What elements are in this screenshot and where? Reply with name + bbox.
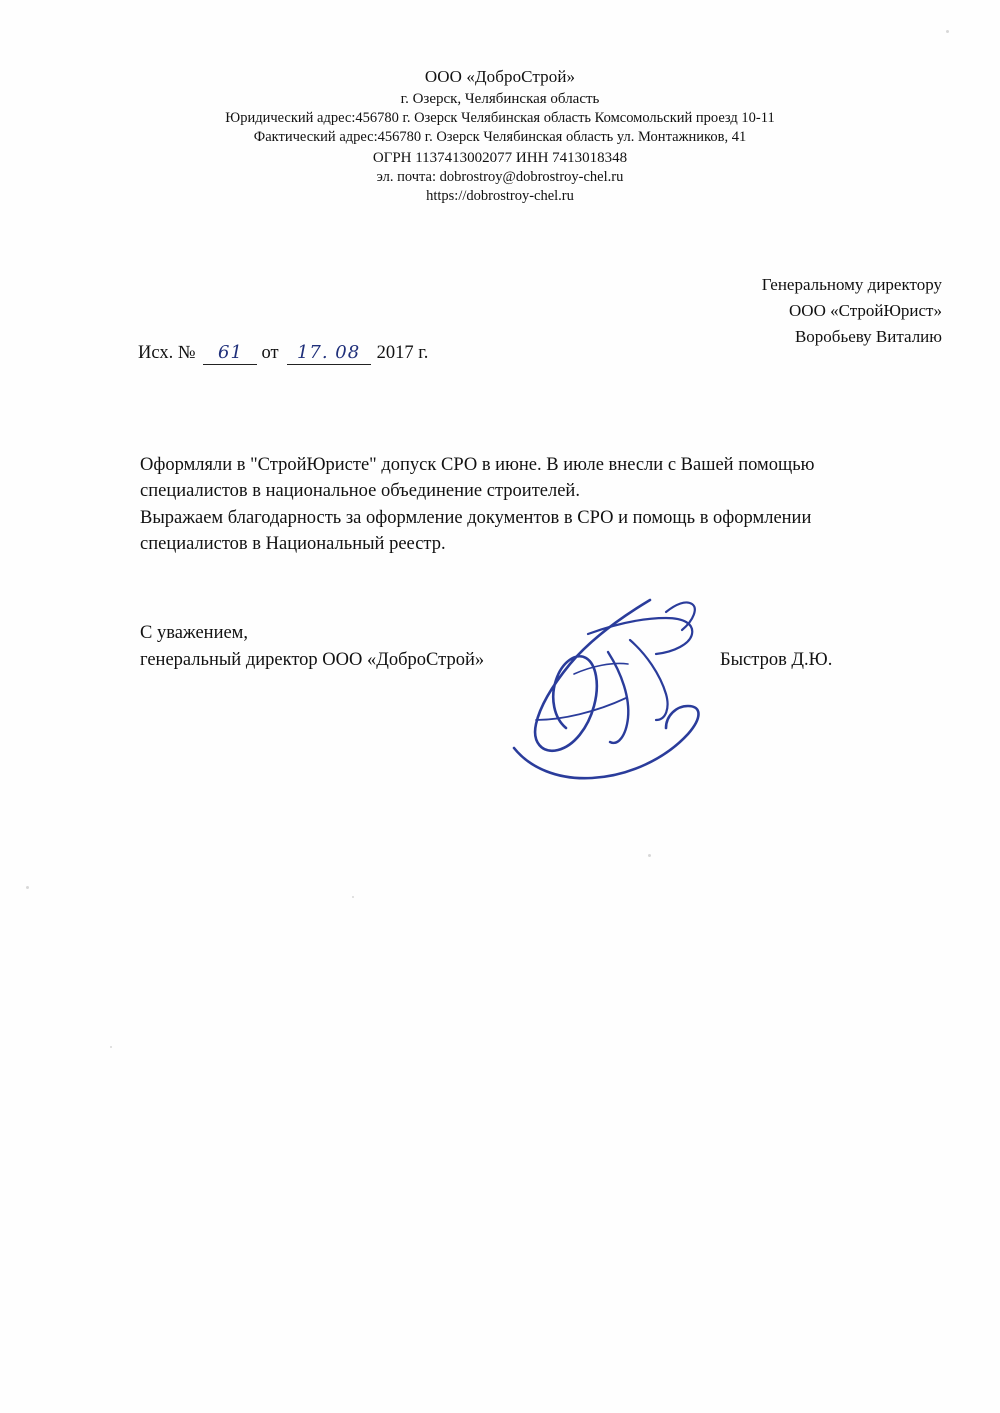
outgoing-number-value: 61	[218, 342, 243, 363]
handwritten-signature	[470, 578, 770, 808]
addressee-block	[762, 272, 942, 349]
letterhead	[0, 66, 1000, 207]
scan-speck	[110, 1046, 112, 1048]
signature-position-row	[140, 647, 870, 674]
addressee-line-3: Воробьеву Виталию	[794, 326, 942, 346]
signature-position: генеральный директор ООО «ДоброСтрой»	[140, 649, 485, 670]
outgoing-year: 2017 г.	[376, 343, 429, 363]
body-paragraph-2: Выражаем благодарность за оформление документов в СРО и помощь в оформлении специалистов в Национальный реестр.	[140, 507, 812, 554]
letterhead-website: https://dobrostroy-chel.ru	[426, 188, 574, 205]
outgoing-number-line	[138, 342, 428, 365]
letterhead-actual-address: Фактический адрес:456780 г. Озерск Челябинская область ул. Монтажников, 41	[253, 129, 747, 146]
scan-speck	[946, 30, 949, 33]
letterhead-legal-address: Юридический адрес:456780 г. Озерск Челябинская область Комсомольский проезд 10-11	[225, 109, 775, 126]
letterhead-email: эл. почта: dobrostroy@dobrostroy-chel.ru	[376, 168, 624, 185]
letterhead-city: г. Озерск, Челябинская область	[400, 90, 600, 107]
outgoing-number-field	[203, 342, 257, 365]
body-paragraph-1: Оформляли в "СтройЮристе" допуск СРО в июне. В июле внесли с Вашей помощью специалистов в национальное объединение строителей.	[140, 455, 815, 502]
outgoing-date-value: 17. 08	[296, 342, 361, 363]
addressee-line-2: ООО «СтройЮрист»	[789, 300, 942, 320]
signature-closing-row	[140, 620, 870, 647]
outgoing-number-label: Исх. №	[138, 343, 196, 363]
scan-speck	[648, 854, 651, 857]
signature-name: Быстров Д.Ю.	[720, 649, 833, 670]
addressee-line-1: Генеральному директору	[761, 275, 942, 294]
letterhead-company-name: ООО «ДоброСтрой»	[424, 67, 576, 86]
letterhead-ogrn-inn: ОГРН 1137413002077 ИНН 7413018348	[372, 149, 628, 166]
outgoing-from-label: от	[261, 343, 279, 363]
scan-speck	[352, 896, 354, 898]
signature-block	[140, 620, 870, 674]
letter-body	[140, 452, 860, 557]
outgoing-date-field	[287, 342, 371, 365]
scan-speck	[26, 886, 29, 889]
signature-closing: С уважением,	[140, 623, 249, 643]
